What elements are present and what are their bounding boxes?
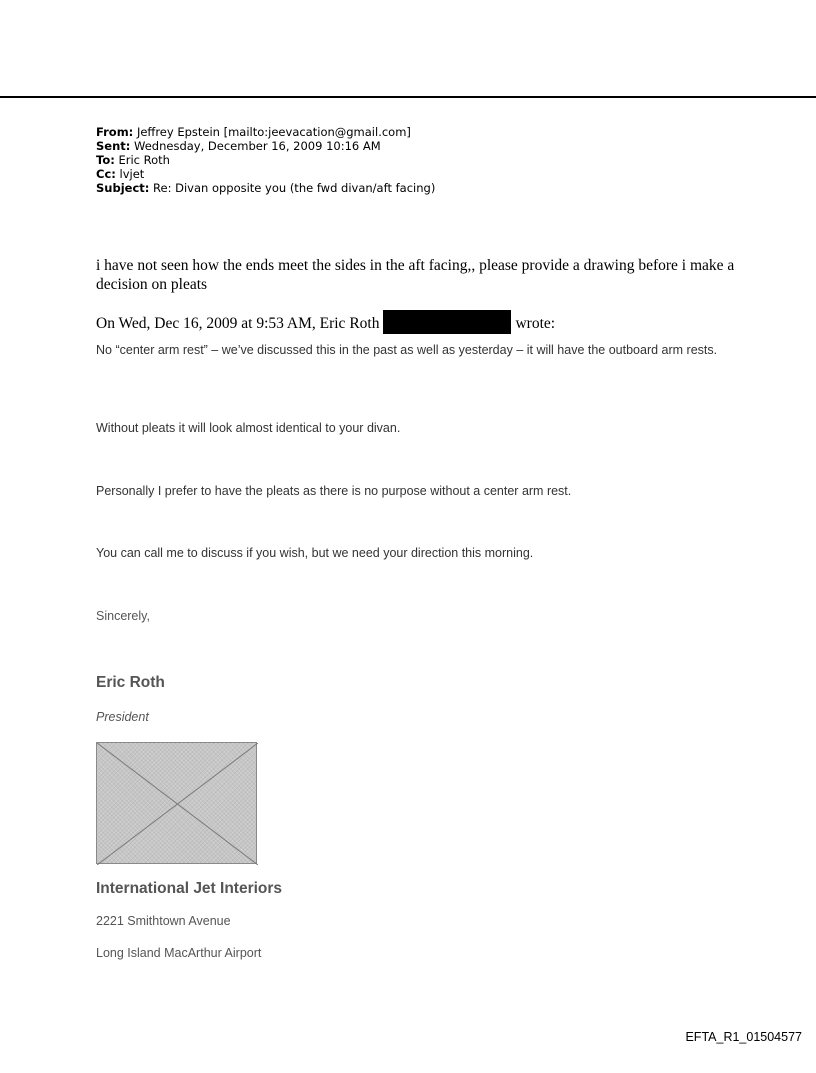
bates-number: EFTA_R1_01504577 (685, 1030, 802, 1044)
from-label: From: (96, 125, 134, 139)
to-label: To: (96, 153, 115, 167)
broken-image-placeholder-icon (96, 742, 257, 864)
quoted-paragraph-4: You can call me to discuss if you wish, but we need your direction this morning. (96, 546, 534, 560)
signature-company: International Jet Interiors (96, 880, 283, 897)
header-rule (0, 96, 816, 98)
signature-name: Eric Roth (96, 674, 165, 691)
email-header (96, 125, 756, 195)
sent-value: Wednesday, December 16, 2009 10:16 AM (134, 139, 381, 153)
subject-label: Subject: (96, 181, 150, 195)
sent-row (96, 139, 756, 153)
cc-value: lvjet (119, 167, 145, 181)
quoted-intro-suffix: wrote: (515, 315, 556, 332)
quoted-closing: Sincerely, (96, 609, 150, 623)
from-value: Jeffrey Epstein [mailto:jeevacation@gmail.com] (136, 125, 411, 139)
cc-row (96, 167, 756, 181)
sent-label: Sent: (96, 139, 131, 153)
to-value: Eric Roth (118, 153, 170, 167)
signature-address-line2: Long Island MacArthur Airport (96, 946, 262, 960)
quoted-paragraph-2: Without pleats it will look almost identical to your divan. (96, 421, 401, 435)
subject-value: Re: Divan opposite you (the fwd divan/aft facing) (153, 181, 436, 195)
redaction-box (383, 310, 511, 334)
to-row (96, 153, 756, 167)
quoted-intro (96, 310, 555, 334)
quoted-paragraph-1: No “center arm rest” – we’ve discussed this in the past as well as yesterday – it will have the outboard arm rests. (96, 343, 718, 357)
from-row (96, 125, 756, 139)
cc-label: Cc: (96, 167, 116, 181)
signature-title: President (96, 710, 149, 724)
reply-text: i have not seen how the ends meet the sides in the aft facing,, please provide a drawing before i make a decision on pleats (96, 257, 735, 293)
signature-address-line1: 2221 Smithtown Avenue (96, 914, 231, 928)
quoted-intro-prefix: On Wed, Dec 16, 2009 at 9:53 AM, Eric Roth (96, 315, 380, 332)
subject-row (96, 181, 756, 195)
quoted-paragraph-3: Personally I prefer to have the pleats as there is no purpose without a center arm rest. (96, 484, 572, 498)
